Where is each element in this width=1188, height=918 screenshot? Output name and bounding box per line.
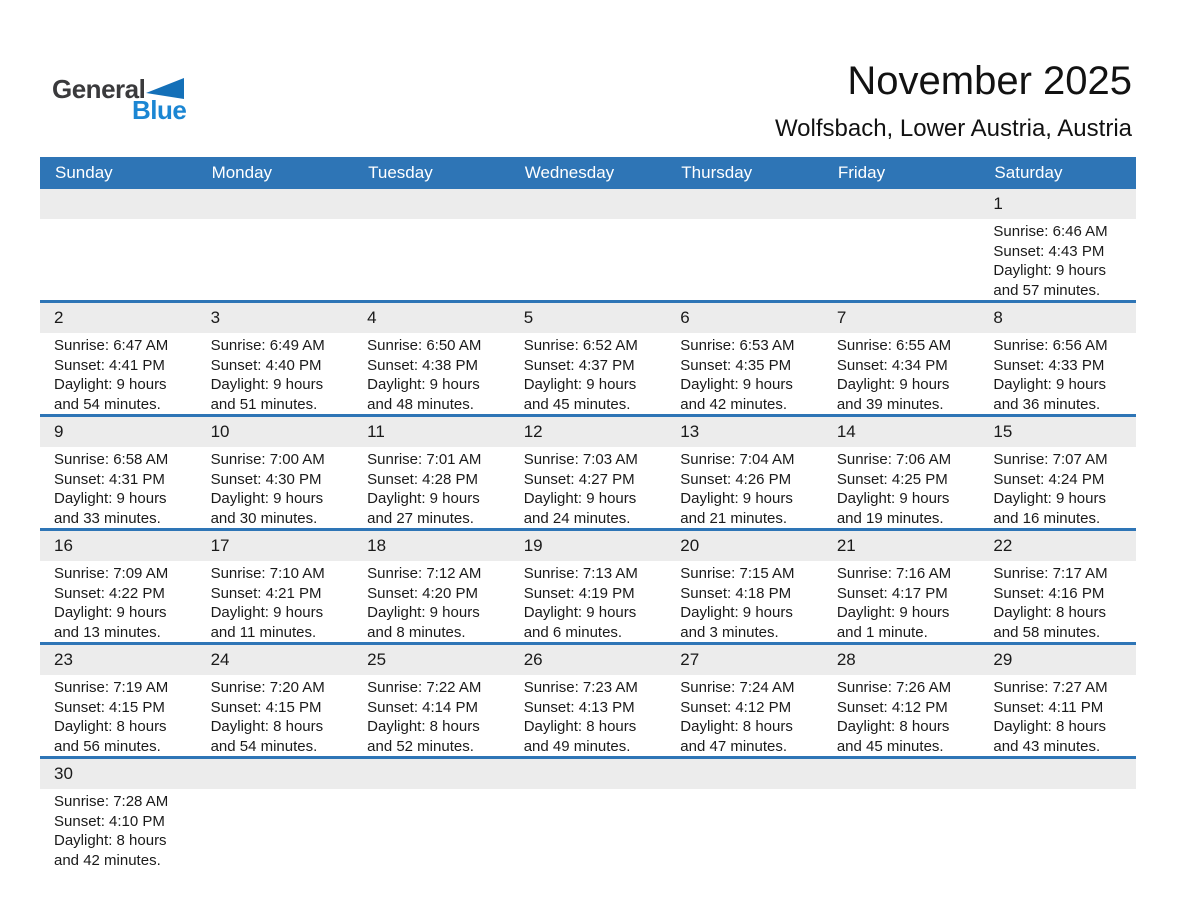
empty-day-cell xyxy=(666,189,823,219)
day-detail-line: Sunset: 4:28 PM xyxy=(367,470,479,488)
day-detail-line: and 8 minutes. xyxy=(367,623,466,641)
day-detail-line: Sunset: 4:11 PM xyxy=(993,698,1104,716)
empty-day-cell xyxy=(823,189,980,219)
day-detail-line: Sunset: 4:12 PM xyxy=(680,698,792,716)
general-blue-logo xyxy=(52,76,186,123)
day-detail-line: Sunset: 4:17 PM xyxy=(836,584,948,602)
calendar-week-row xyxy=(40,528,1136,642)
day-detail-line: and 36 minutes. xyxy=(993,395,1101,413)
day-detail-line: and 54 minutes. xyxy=(210,737,318,755)
day-detail-line: and 3 minutes. xyxy=(680,623,779,641)
day-details xyxy=(40,561,197,642)
day-number: 15 xyxy=(993,422,1013,441)
day-number: 3 xyxy=(210,308,221,327)
day-detail-line: and 57 minutes. xyxy=(993,281,1101,299)
calendar-table xyxy=(40,157,1136,870)
day-number: 25 xyxy=(367,650,387,669)
day-detail-line: Daylight: 9 hours xyxy=(210,376,324,393)
week-body xyxy=(40,561,1136,642)
day-detail-line: Sunrise: 6:58 AM xyxy=(54,451,169,468)
day-detail-line: Sunrise: 7:06 AM xyxy=(836,451,952,468)
day-detail-line: and 42 minutes. xyxy=(54,851,161,869)
day-details xyxy=(197,675,354,756)
day-detail-line: Sunset: 4:40 PM xyxy=(210,356,322,374)
day-number: 7 xyxy=(836,308,847,327)
day-detail-line: Sunrise: 7:26 AM xyxy=(836,679,952,696)
weekday-friday: Friday xyxy=(837,163,886,182)
week-body xyxy=(40,219,1136,300)
weekday-header-row xyxy=(40,157,1136,189)
day-detail-line: Daylight: 9 hours xyxy=(836,490,950,507)
day-detail-line: Sunrise: 7:12 AM xyxy=(367,565,482,582)
empty-day-body xyxy=(823,789,980,870)
day-detail-line: and 30 minutes. xyxy=(210,509,318,527)
day-detail-line: and 27 minutes. xyxy=(367,509,474,527)
day-details xyxy=(197,333,354,414)
calendar-week-row xyxy=(40,414,1136,528)
day-detail-line: Daylight: 9 hours xyxy=(210,490,324,507)
day-detail-line: Sunset: 4:43 PM xyxy=(993,242,1105,260)
day-number: 8 xyxy=(993,308,1003,327)
day-detail-line: and 42 minutes. xyxy=(680,395,788,413)
day-details xyxy=(510,675,667,756)
day-detail-line: Sunset: 4:20 PM xyxy=(367,584,479,602)
day-detail-line: Sunrise: 7:09 AM xyxy=(54,565,169,582)
empty-day-body xyxy=(666,219,823,300)
day-detail-line: Sunrise: 6:50 AM xyxy=(367,337,482,354)
day-detail-line: Sunset: 4:34 PM xyxy=(836,356,948,374)
day-details xyxy=(979,333,1136,414)
empty-day-body xyxy=(510,789,667,870)
empty-day-body xyxy=(197,219,354,300)
day-detail-line: Sunset: 4:15 PM xyxy=(54,698,165,716)
day-number: 24 xyxy=(210,650,230,669)
day-details xyxy=(197,561,354,642)
day-detail-line: Sunrise: 7:03 AM xyxy=(523,451,638,468)
day-detail-line: Daylight: 8 hours xyxy=(210,718,324,735)
day-number: 19 xyxy=(523,536,543,555)
day-detail-line: Sunset: 4:12 PM xyxy=(836,698,948,716)
day-detail-line: Sunset: 4:25 PM xyxy=(836,470,948,488)
day-details xyxy=(40,675,197,756)
day-number: 1 xyxy=(993,194,1003,213)
weekday-sunday: Sunday xyxy=(55,163,113,182)
day-number: 22 xyxy=(993,536,1013,555)
day-number: 16 xyxy=(54,536,73,555)
day-details xyxy=(979,447,1136,528)
day-detail-line: and 58 minutes. xyxy=(993,623,1101,641)
day-number: 5 xyxy=(523,308,534,327)
day-detail-line: Daylight: 9 hours xyxy=(993,490,1106,507)
day-detail-line: Daylight: 8 hours xyxy=(836,718,950,735)
day-detail-line: and 39 minutes. xyxy=(836,395,944,413)
day-detail-line: Sunset: 4:27 PM xyxy=(523,470,635,488)
day-detail-line: Sunrise: 6:47 AM xyxy=(54,337,169,354)
day-detail-line: Daylight: 9 hours xyxy=(523,604,637,621)
empty-day-body xyxy=(666,789,823,870)
day-detail-line: and 16 minutes. xyxy=(993,509,1101,527)
day-detail-line: Daylight: 9 hours xyxy=(993,376,1106,393)
day-detail-line: Sunrise: 6:49 AM xyxy=(210,337,325,354)
date-band xyxy=(40,531,1136,561)
day-detail-line: Daylight: 8 hours xyxy=(993,604,1106,621)
empty-day-cell xyxy=(510,759,667,789)
day-number: 12 xyxy=(523,422,543,441)
day-detail-line: Sunset: 4:22 PM xyxy=(54,584,165,602)
day-detail-line: Sunrise: 7:27 AM xyxy=(993,679,1108,696)
day-number: 17 xyxy=(210,536,230,555)
day-number: 14 xyxy=(836,422,856,441)
day-detail-line: and 49 minutes. xyxy=(523,737,631,755)
day-details xyxy=(510,333,667,414)
day-detail-line: and 52 minutes. xyxy=(367,737,474,755)
day-detail-line: and 43 minutes. xyxy=(993,737,1101,755)
day-details xyxy=(666,675,823,756)
day-detail-line: Sunrise: 7:04 AM xyxy=(680,451,795,468)
weekday-thursday: Thursday xyxy=(681,163,753,182)
day-number: 4 xyxy=(367,308,377,327)
day-detail-line: Sunrise: 6:53 AM xyxy=(680,337,795,354)
week-body xyxy=(40,333,1136,414)
day-detail-line: Daylight: 9 hours xyxy=(367,490,480,507)
calendar-week-row xyxy=(40,642,1136,756)
day-detail-line: Daylight: 9 hours xyxy=(836,376,950,393)
day-details xyxy=(666,561,823,642)
day-details xyxy=(823,561,980,642)
day-detail-line: Daylight: 9 hours xyxy=(523,490,637,507)
day-detail-line: Sunrise: 7:01 AM xyxy=(367,451,482,468)
empty-day-body xyxy=(979,789,1136,870)
empty-day-body xyxy=(353,219,510,300)
day-detail-line: and 6 minutes. xyxy=(523,623,623,641)
day-details xyxy=(40,447,197,528)
empty-day-cell xyxy=(353,189,510,219)
day-number: 26 xyxy=(523,650,543,669)
day-detail-line: Sunrise: 6:55 AM xyxy=(836,337,952,354)
day-detail-line: Sunset: 4:33 PM xyxy=(993,356,1105,374)
day-number: 29 xyxy=(993,650,1013,669)
day-detail-line: Sunrise: 6:46 AM xyxy=(993,223,1108,240)
date-band xyxy=(40,303,1136,333)
day-details xyxy=(666,333,823,414)
day-detail-line: Sunrise: 7:10 AM xyxy=(210,565,325,582)
day-detail-line: Sunset: 4:31 PM xyxy=(54,470,165,488)
day-detail-line: Sunrise: 7:24 AM xyxy=(680,679,795,696)
day-detail-line: Daylight: 9 hours xyxy=(367,376,480,393)
day-detail-line: Sunrise: 7:20 AM xyxy=(210,679,325,696)
day-detail-line: Daylight: 9 hours xyxy=(993,262,1106,279)
day-detail-line: and 33 minutes. xyxy=(54,509,161,527)
weekday-wednesday: Wednesday xyxy=(524,163,615,182)
day-detail-line: Sunrise: 7:07 AM xyxy=(993,451,1108,468)
day-detail-line: Sunrise: 7:22 AM xyxy=(367,679,482,696)
day-details xyxy=(353,675,510,756)
empty-day-cell xyxy=(197,759,354,789)
day-detail-line: and 19 minutes. xyxy=(836,509,944,527)
weekday-tuesday: Tuesday xyxy=(368,163,433,182)
day-number: 13 xyxy=(680,422,700,441)
day-details xyxy=(197,447,354,528)
day-detail-line: and 54 minutes. xyxy=(54,395,161,413)
day-detail-line: Sunset: 4:26 PM xyxy=(680,470,792,488)
date-band xyxy=(40,189,1136,219)
day-detail-line: and 45 minutes. xyxy=(836,737,944,755)
day-detail-line: Daylight: 9 hours xyxy=(54,376,167,393)
day-detail-line: Daylight: 9 hours xyxy=(210,604,324,621)
day-detail-line: and 45 minutes. xyxy=(523,395,631,413)
day-detail-line: and 56 minutes. xyxy=(54,737,161,755)
day-detail-line: Sunrise: 6:56 AM xyxy=(993,337,1108,354)
date-band xyxy=(40,759,1136,789)
day-details xyxy=(823,675,980,756)
day-details xyxy=(353,447,510,528)
day-detail-line: Daylight: 8 hours xyxy=(680,718,793,735)
day-detail-line: Daylight: 9 hours xyxy=(54,604,167,621)
empty-day-cell xyxy=(353,759,510,789)
title-block xyxy=(775,58,1132,142)
day-detail-line: and 24 minutes. xyxy=(523,509,631,527)
week-body xyxy=(40,675,1136,756)
empty-day-cell xyxy=(510,189,667,219)
day-number: 28 xyxy=(836,650,856,669)
day-detail-line: Sunrise: 6:52 AM xyxy=(523,337,638,354)
day-details xyxy=(40,789,197,870)
day-number: 21 xyxy=(836,536,856,555)
day-detail-line: Sunrise: 7:19 AM xyxy=(54,679,169,696)
day-details xyxy=(40,333,197,414)
day-details xyxy=(823,447,980,528)
day-detail-line: and 1 minute. xyxy=(836,623,928,641)
day-details xyxy=(353,333,510,414)
date-band xyxy=(40,417,1136,447)
empty-day-body xyxy=(823,219,980,300)
day-detail-line: Daylight: 8 hours xyxy=(523,718,637,735)
day-detail-line: Sunset: 4:35 PM xyxy=(680,356,792,374)
empty-day-body xyxy=(353,789,510,870)
day-detail-line: Sunset: 4:16 PM xyxy=(993,584,1105,602)
calendar-week-row xyxy=(40,189,1136,300)
day-details xyxy=(979,561,1136,642)
empty-day-cell xyxy=(40,189,197,219)
day-detail-line: Sunset: 4:38 PM xyxy=(367,356,479,374)
empty-day-cell xyxy=(666,759,823,789)
day-detail-line: Daylight: 8 hours xyxy=(367,718,480,735)
day-detail-line: Daylight: 9 hours xyxy=(680,376,793,393)
day-detail-line: and 13 minutes. xyxy=(54,623,161,641)
empty-day-cell xyxy=(979,759,1136,789)
day-detail-line: and 11 minutes. xyxy=(210,623,317,641)
day-detail-line: Daylight: 8 hours xyxy=(54,718,167,735)
day-details xyxy=(353,561,510,642)
day-detail-line: Daylight: 9 hours xyxy=(523,376,637,393)
day-detail-line: Sunrise: 7:13 AM xyxy=(523,565,638,582)
day-detail-line: Sunrise: 7:28 AM xyxy=(54,793,169,810)
day-detail-line: and 51 minutes. xyxy=(210,395,318,413)
day-number: 6 xyxy=(680,308,690,327)
day-detail-line: and 21 minutes. xyxy=(680,509,788,527)
date-band xyxy=(40,645,1136,675)
day-details xyxy=(823,333,980,414)
empty-day-body xyxy=(40,219,197,300)
day-number: 9 xyxy=(54,422,64,441)
day-number: 2 xyxy=(54,308,64,327)
weekday-monday: Monday xyxy=(211,163,273,182)
day-details xyxy=(510,561,667,642)
day-detail-line: Daylight: 9 hours xyxy=(680,604,793,621)
day-detail-line: Sunset: 4:24 PM xyxy=(993,470,1105,488)
day-number: 18 xyxy=(367,536,387,555)
day-detail-line: Sunset: 4:15 PM xyxy=(210,698,322,716)
calendar-grid xyxy=(40,189,1136,870)
day-number: 27 xyxy=(680,650,700,669)
day-detail-line: Sunset: 4:37 PM xyxy=(523,356,635,374)
day-detail-line: Sunset: 4:30 PM xyxy=(210,470,322,488)
day-detail-line: Sunset: 4:21 PM xyxy=(210,584,322,602)
day-detail-line: and 47 minutes. xyxy=(680,737,788,755)
week-body xyxy=(40,789,1136,870)
logo-text-general: General xyxy=(52,74,146,104)
day-number: 30 xyxy=(54,764,73,783)
day-detail-line: Sunset: 4:18 PM xyxy=(680,584,792,602)
day-number: 20 xyxy=(680,536,700,555)
page-title: November 2025 xyxy=(847,59,1132,103)
day-detail-line: Sunrise: 7:17 AM xyxy=(993,565,1108,582)
day-detail-line: Sunrise: 7:23 AM xyxy=(523,679,638,696)
day-detail-line: Sunset: 4:10 PM xyxy=(54,812,165,830)
day-detail-line: Sunrise: 7:16 AM xyxy=(836,565,952,582)
calendar-week-row xyxy=(40,756,1136,870)
day-detail-line: Sunrise: 7:00 AM xyxy=(210,451,325,468)
day-detail-line: Sunset: 4:41 PM xyxy=(54,356,165,374)
day-detail-line: and 48 minutes. xyxy=(367,395,474,413)
day-details xyxy=(666,447,823,528)
logo-text-blue: Blue xyxy=(132,95,187,125)
empty-day-body xyxy=(197,789,354,870)
day-details xyxy=(510,447,667,528)
day-detail-line: Daylight: 9 hours xyxy=(367,604,480,621)
day-number: 10 xyxy=(210,422,230,441)
day-detail-line: Sunset: 4:14 PM xyxy=(367,698,479,716)
day-detail-line: Daylight: 8 hours xyxy=(54,832,167,849)
day-detail-line: Sunrise: 7:15 AM xyxy=(680,565,795,582)
day-number: 23 xyxy=(54,650,73,669)
weekday-saturday: Saturday xyxy=(994,163,1063,182)
day-number: 11 xyxy=(367,422,385,441)
day-detail-line: Sunset: 4:19 PM xyxy=(523,584,635,602)
day-details xyxy=(979,675,1136,756)
day-detail-line: Daylight: 9 hours xyxy=(836,604,950,621)
day-details xyxy=(979,219,1136,300)
page-subtitle: Wolfsbach, Lower Austria, Austria xyxy=(774,115,1132,142)
day-detail-line: Daylight: 9 hours xyxy=(54,490,167,507)
day-detail-line: Daylight: 8 hours xyxy=(993,718,1106,735)
day-detail-line: Sunset: 4:13 PM xyxy=(523,698,635,716)
week-body xyxy=(40,447,1136,528)
calendar-week-row xyxy=(40,300,1136,414)
day-detail-line: Daylight: 9 hours xyxy=(680,490,793,507)
empty-day-cell xyxy=(823,759,980,789)
empty-day-body xyxy=(510,219,667,300)
empty-day-cell xyxy=(197,189,354,219)
